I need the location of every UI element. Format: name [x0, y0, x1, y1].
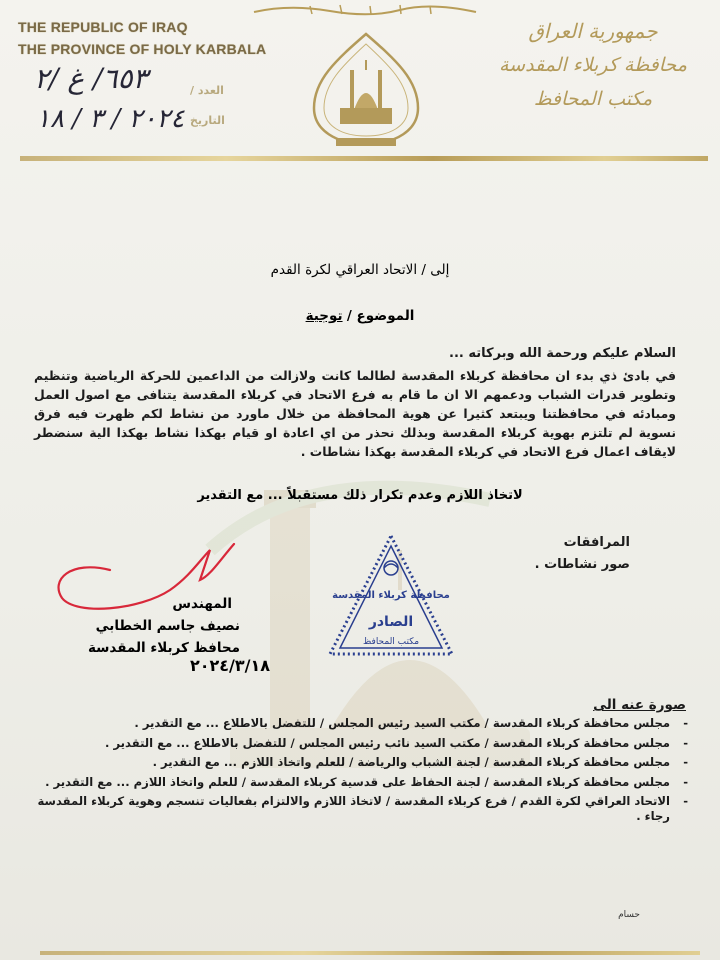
stamp-line-2: الصادر: [368, 614, 414, 630]
cc-title: صورة عنه الى: [593, 697, 686, 713]
subject-label: الموضوع /: [346, 308, 415, 324]
english-letterhead: [18, 16, 278, 60]
header-gold-rule: [20, 156, 708, 161]
cc-item: - مجلس محافظة كربلاء المقدسة / لجنة الشباب والرياضة / للعلم واتخاذ اللازم ... مع التقدير .: [30, 755, 690, 770]
subject-value: توجية: [305, 308, 343, 324]
arabic-letterhead: [488, 14, 698, 116]
cc-item: - الاتحاد العراقي لكرة القدم / فرع كربلاء المقدسة / لاتخاذ اللازم والالتزام بفعاليات تنسجم وهوية كربلاء المقدسة رجاء .: [30, 794, 690, 823]
letter-date: ٢٠٢٤ / ٣ / ١٨: [36, 104, 185, 134]
attachment-item: صور نشاطات .: [534, 557, 630, 572]
cc-item: - مجلس محافظة كربلاء المقدسة / مكتب السيد نائب رئيس المجلس / للتفضل بالاطلاع ... مع التقدير .: [30, 736, 690, 751]
date-label: التاريخ: [190, 114, 225, 127]
karbala-shrine-emblem-icon: [306, 30, 426, 154]
stamp-line-3: مكتب المحافظ: [362, 637, 420, 647]
cc-list: [30, 716, 690, 828]
signatory-date: ٢٠٢٤/٣/١٨: [189, 656, 270, 675]
stamp-line-1: محافظة كربلاء المقدسة: [332, 590, 450, 601]
letterhead-english-line-2: THE PROVINCE OF HOLY KARBALA: [18, 41, 267, 57]
letter-body: في بادئ ذي بدء ان محافظة كربلاء المقدسة لطالما كانت ولازالت من الداعمين للحركة الرياضية وتنظيم وتطوير قدرات الشباب ودعمهم الا ان ما قام به فرع الاتحاد في كربلاء المقدسة يتنافى مع اصول العمل ومبادئه في محافظتنا ويبتعد كثيرا عن هوية المحافظة من خلال ماورد من نشاط لكم ظهرت فيه فرق نسوية لم تلتزم بهوية كربلاء المقدسة وبذلك نحذر من اي اعادة او قيام بهكذا نشاط بهكذا الية سنضطر لايقاف اعمال فرع الاتحاد في كربلاء المقدسة بهكذا نشاطات .: [34, 368, 676, 459]
cc-item: - مجلس محافظة كربلاء المقدسة / لجنة الحفاظ على قدسية كربلاء المقدسة / للعلم واتخاذ اللازم ... مع التقدير .: [30, 775, 690, 790]
letterhead-arabic-line-1: جمهورية العراق: [528, 19, 658, 43]
letterhead-english-line-1: THE REPUBLIC OF IRAQ: [18, 19, 188, 35]
closing-line: لاتخاذ اللازم وعدم تكرار ذلك مستقبلاً ... مع التقدير: [197, 488, 523, 503]
footer-gold-rule: [40, 951, 700, 955]
signatory-name: نصيف جاسم الخطابي: [95, 618, 240, 634]
attachments-label: المرافقات: [563, 535, 630, 550]
signatory-position: محافظ كربلاء المقدسة: [87, 640, 240, 656]
cc-item: - مجلس محافظة كربلاء المقدسة / مكتب السيد رئيس المجلس / للتفضل بالاطلاع ... مع التقدير .: [30, 716, 690, 731]
recipient-line: إلى / الاتحاد العراقي لكرة القدم: [270, 262, 450, 278]
office-stamp-icon: [326, 532, 456, 662]
reference-number: ٦٥٣/ غ /٢: [34, 62, 148, 95]
bismillah-calligraphy: [250, 2, 480, 16]
signatory-prefix: المهندس: [172, 596, 232, 612]
reference-label: العدد /: [190, 84, 224, 97]
letterhead-arabic-line-2: محافظة كربلاء المقدسة: [499, 54, 687, 76]
subject-line: [250, 308, 470, 324]
greeting: السلام عليكم ورحمة الله وبركاته ...: [449, 346, 676, 361]
attachments: [430, 532, 630, 576]
typist-initials: حسام: [618, 910, 640, 920]
letterhead-arabic-line-3: مكتب المحافظ: [533, 88, 653, 110]
